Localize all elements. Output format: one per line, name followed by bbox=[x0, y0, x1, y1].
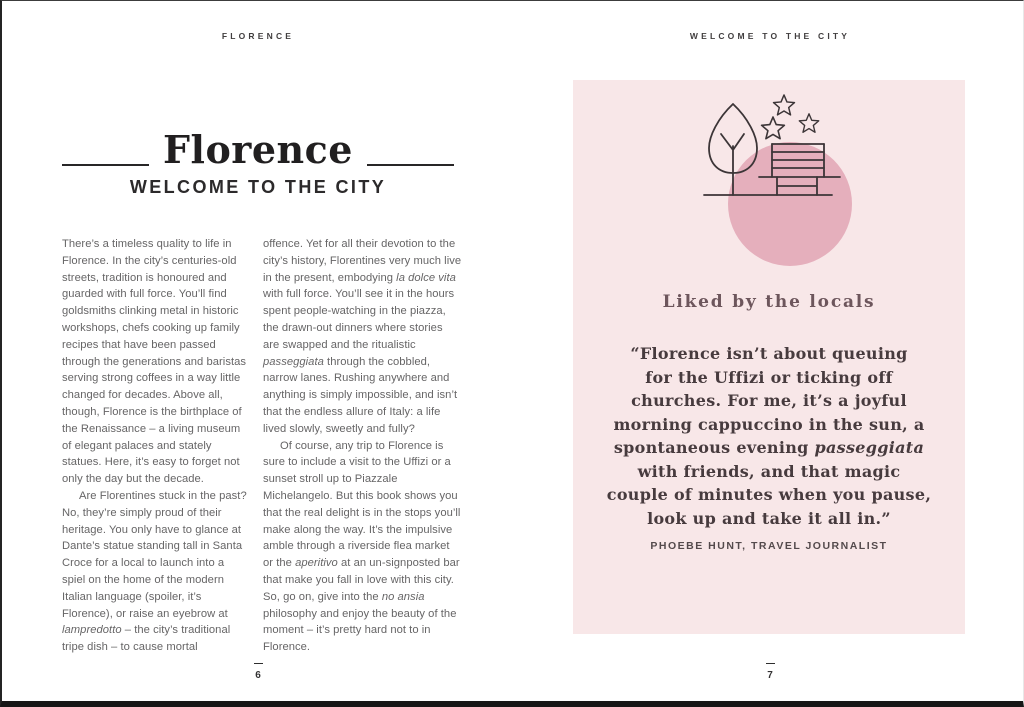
stars-icon bbox=[762, 95, 819, 139]
body-column-1 bbox=[62, 236, 250, 656]
chapter-title-block bbox=[62, 127, 454, 173]
quote-line: couple of minutes when you pause, bbox=[606, 485, 932, 504]
quote-line: “Florence isn’t about queuing bbox=[630, 344, 908, 363]
running-head-left: FLORENCE bbox=[221, 31, 295, 41]
page-subtitle: WELCOME TO THE CITY bbox=[129, 177, 387, 197]
paragraph: Are Florentines stuck in the past? No, they’re simply proud of their heritage. You only have to glance at Dante’s statue standing tall in Santa Croce for a local to launch into a spiel on the home of the modern Italian language (spoiler, it’s Florence), or raise an eyebrow at lampredotto – the city’s traditional tripe dish – to cause mortal bbox=[62, 489, 247, 654]
locals-quote-card bbox=[573, 80, 965, 634]
quote-line: churches. For me, it’s a joyful bbox=[631, 391, 907, 410]
page-number-right: 7 bbox=[767, 670, 773, 681]
paragraph: There’s a timeless quality to life in Florence. In the city’s centuries-old streets, tradition is honoured and guarded with full force. You’ll find goldsmiths clinking metal in historic workshops, chefs cooking up family recipes that have been passed through the generations and baristas serving strong coffees in a way little changed for decades. Above all, though, Florence is the birthplace of the Renaissance – a living museum of elegant palaces and stately statues. Here, it’s easy to forget not only the day but the decade. bbox=[62, 238, 247, 486]
quote-line: for the Uffizi or ticking off bbox=[645, 367, 893, 387]
body-text bbox=[62, 236, 462, 656]
folio-ornament bbox=[766, 663, 775, 664]
card-heading: Liked by the locals bbox=[662, 292, 876, 312]
quote-attribution: PHOEBE HUNT, TRAVEL JOURNALIST bbox=[650, 540, 888, 552]
quote-line: with friends, and that magic bbox=[637, 461, 901, 481]
body-column-2 bbox=[263, 236, 462, 656]
locals-quote bbox=[597, 342, 941, 530]
quote-line: morning cappuccino in the sun, a bbox=[613, 414, 925, 434]
paragraph: offence. Yet for all their devotion to the city’s history, Florentines very much live in the present, embodying la dolce vita with full force. You’ll see it in the hours spent people-watching in the piazza, the drawn-out dinners where stories are swapped and the ritualistic passeggiata through the cobbled, narrow lanes. Rushing anywhere and anything is simply impossible, and isn’t that the endless allure of Italy: a life lived slowly, sweetly and fully? bbox=[263, 238, 462, 435]
page-title: Florence bbox=[149, 127, 367, 173]
park-bench-tree-stars-illustration bbox=[669, 82, 869, 272]
running-head-right: WELCOME TO THE CITY bbox=[689, 31, 851, 41]
page-number-left: 6 bbox=[255, 670, 261, 681]
quote-line: spontaneous evening passeggiata bbox=[613, 438, 925, 457]
paragraph: Of course, any trip to Florence is sure to include a visit to the Uffizi or a sunset stroll up to Piazzale Michelangelo. But this book shows you that the real delight is in the stops you’ll make along the way. It’s the impulsive amble through a riverside flea market or the aperitivo at an un-signposted bar that make you fall in love with this city. So, go on, give into the no ansia philosophy and enjoy the beauty of the moment – it’s pretty hard not to in Florence. bbox=[263, 439, 461, 654]
folio-left bbox=[62, 663, 454, 683]
folio-ornament bbox=[254, 663, 263, 664]
quote-line: look up and take it all in.” bbox=[647, 508, 891, 528]
folio-right bbox=[574, 663, 966, 683]
